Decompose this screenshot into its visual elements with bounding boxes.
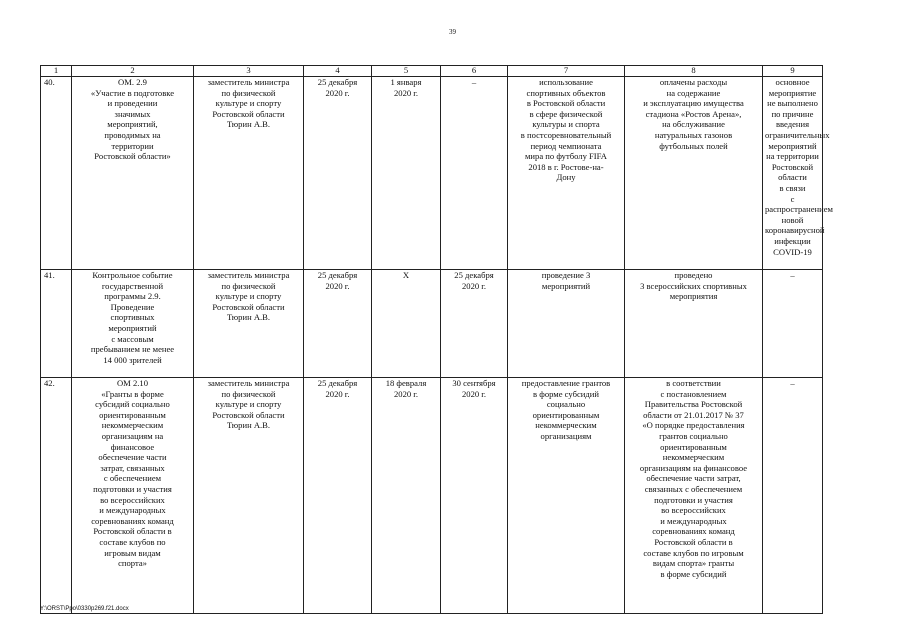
plan-date: 25 декабря 2020 г. xyxy=(304,378,372,614)
planned-result: предоставление грантов в форме субсидий социально ориентированным некоммерческим организациям xyxy=(508,378,625,614)
actual-end-date: – xyxy=(441,77,508,270)
row-number: 41. xyxy=(41,270,72,378)
event-name: ОМ. 2.9 «Участие в подготовке и проведении значимых мероприятий, проводимых на территории Ростовской области» xyxy=(72,77,194,270)
actual-result: в соответствии с постановлением Правительства Ростовской области от 21.01.2017 № 37 «О порядке предоставления грантов социально ориентированным некоммерческим организациям на финансовое обеспечение части затрат, связанных с обеспечением подготовки и участия во всероссийских и международных соревнованиях команд Ростовской области в составе клубов по игровым видам спорта» гранты в форме субсидий xyxy=(625,378,763,614)
column-number-row xyxy=(41,66,823,77)
column-number: 8 xyxy=(625,66,763,77)
row-number: 42. xyxy=(41,378,72,614)
planned-result: использование спортивных объектов в Ростовской области в сфере физической культуры и спорта в постсоревновательный период чемпионата мира по футболу FIFA 2018 в г. Ростове-на- Дону xyxy=(508,77,625,270)
actual-result: оплачены расходы на содержание и эксплуатацию имущества стадиона «Ростов Арена», на обслуживание натуральных газонов футбольных полей xyxy=(625,77,763,270)
responsible-person: заместитель министра по физической культуре и спорту Ростовской области Тюрин А.В. xyxy=(194,77,304,270)
column-number: 2 xyxy=(72,66,194,77)
column-number: 6 xyxy=(441,66,508,77)
column-number: 7 xyxy=(508,66,625,77)
plan-date: 25 декабря 2020 г. xyxy=(304,77,372,270)
column-number: 9 xyxy=(763,66,823,77)
planned-result: проведение 3 мероприятий xyxy=(508,270,625,378)
non-completion-reasons: – xyxy=(763,270,823,378)
row-number: 40. xyxy=(41,77,72,270)
event-name: Контрольное событие государственной программы 2.9. Проведение спортивных мероприятий с массовым пребыванием не менее 14 000 зрителей xyxy=(72,270,194,378)
column-number: 1 xyxy=(41,66,72,77)
report-table xyxy=(40,65,833,614)
table-row xyxy=(41,270,823,378)
table-row xyxy=(41,77,823,270)
event-name: ОМ 2.10 «Гранты в форме субсидий социально ориентированным некоммерческим организациям на финансовое обеспечение части затрат, связанных с обеспечением подготовки и участия во всероссийских и международных соревнованиях команд Ростовской области в составе клубов по игровым видам спорта» xyxy=(72,378,194,614)
actual-start-date: 18 февраля 2020 г. xyxy=(372,378,441,614)
actual-start-date: Х xyxy=(372,270,441,378)
file-path-footer: Y:\ORST\Ppo\0330p269.f21.docx xyxy=(40,606,129,612)
actual-result: проведено 3 всероссийских спортивных мероприятия xyxy=(625,270,763,378)
actual-end-date: 30 сентября 2020 г. xyxy=(441,378,508,614)
plan-date: 25 декабря 2020 г. xyxy=(304,270,372,378)
actual-end-date: 25 декабря 2020 г. xyxy=(441,270,508,378)
non-completion-reasons: – xyxy=(763,378,823,614)
column-number: 4 xyxy=(304,66,372,77)
responsible-person: заместитель министра по физической культуре и спорту Ростовской области Тюрин А.В. xyxy=(194,378,304,614)
non-completion-reasons: основное мероприятие не выполнено по причине введения ограничительных мероприятий на территории Ростовской области в связи с распространением новой коронавирусной инфекции COVID-19 xyxy=(763,77,823,270)
actual-start-date: 1 января 2020 г. xyxy=(372,77,441,270)
column-number: 5 xyxy=(372,66,441,77)
page-number: 39 xyxy=(449,28,456,36)
column-number: 3 xyxy=(194,66,304,77)
responsible-person: заместитель министра по физической культуре и спорту Ростовской области Тюрин А.В. xyxy=(194,270,304,378)
table-row xyxy=(41,378,823,614)
